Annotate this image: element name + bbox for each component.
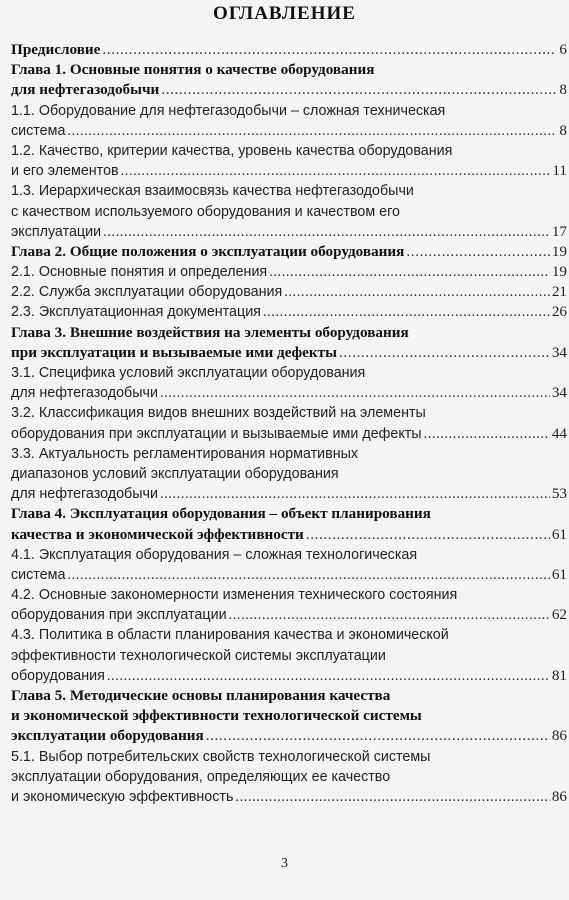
toc-entry-text: эксплуатации оборудования — [11, 727, 204, 745]
toc-entry-text: и его элементов — [11, 163, 119, 180]
toc-section-entry[interactable] — [11, 585, 567, 625]
toc-entry-text: эксплуатации — [11, 223, 102, 240]
page-title: ОГЛАВЛЕНИЕ — [213, 3, 356, 24]
dot-leader — [107, 666, 550, 686]
toc-entry-last-line — [11, 80, 567, 100]
toc-entry-last-line — [11, 726, 567, 746]
toc-entry-last-line — [11, 222, 567, 242]
toc-page-number: 86 — [551, 787, 567, 805]
toc-entry-text: 4.3. Политика в области планирования качества и экономической — [11, 627, 449, 644]
dot-leader — [103, 222, 550, 242]
toc-entry-text: оборудования при эксплуатации и вызываемые ими дефекты — [11, 425, 422, 442]
toc-entry-last-line — [11, 302, 567, 322]
toc-chapter-entry[interactable] — [11, 504, 567, 544]
toc-page-number: 11 — [552, 162, 567, 180]
toc-chapter-entry[interactable] — [11, 242, 567, 262]
toc-entry-last-line — [11, 666, 567, 686]
toc-section-entry[interactable] — [11, 747, 567, 808]
toc-page-number: 19 — [551, 242, 567, 260]
dot-leader — [229, 605, 550, 625]
page-number: 3 — [281, 856, 288, 871]
dot-leader — [160, 383, 550, 403]
toc-page-number: 26 — [551, 303, 567, 321]
toc-section-entry[interactable] — [11, 545, 567, 585]
toc-entry-text: 2.1. Основные понятия и определения — [11, 264, 268, 281]
toc-entry-last-line — [11, 787, 567, 807]
toc-page-number: 6 — [559, 41, 567, 58]
dot-leader — [67, 565, 549, 585]
dot-leader — [161, 80, 556, 100]
dot-leader — [406, 242, 549, 262]
toc-page-number: 44 — [551, 424, 567, 442]
toc-entry-text: 4.1. Эксплуатация оборудования – сложная технологическая — [11, 546, 418, 563]
toc-entry-text: оборудования — [11, 667, 105, 684]
toc-page-number: 17 — [551, 222, 567, 240]
toc-chapter-entry[interactable] — [11, 60, 567, 100]
toc-entry-last-line — [11, 605, 567, 625]
toc-entry-text: 5.1. Выбор потребительских свойств технологической системы — [11, 748, 431, 765]
toc-entry-text: 3.1. Специфика условий эксплуатации оборудования — [11, 365, 366, 381]
dot-leader — [306, 525, 550, 545]
toc-entry-text: при эксплуатации и вызываемые ими дефекты — [11, 343, 337, 361]
toc-entry-last-line — [11, 161, 567, 181]
toc-entry-last-line — [11, 383, 567, 403]
toc-entry-text: оборудования при эксплуатации — [11, 607, 227, 624]
dot-leader — [206, 726, 550, 746]
dot-leader — [235, 787, 549, 807]
toc-page-number: 21 — [551, 283, 567, 301]
toc-entry-text: 3.3. Актуальность регламентирования нормативных — [11, 445, 359, 462]
toc-page-number: 86 — [551, 727, 567, 745]
toc-entry-last-line — [11, 262, 567, 282]
toc-section-entry[interactable] — [11, 302, 567, 322]
dot-leader — [102, 40, 556, 60]
toc-section-entry[interactable] — [11, 181, 567, 242]
toc-entry-text: эксплуатации оборудования, определяющих ее качество — [11, 768, 391, 785]
toc-entry-text: 3.2. Классификация видов внешних воздействий на элементы — [11, 405, 426, 422]
toc-entry-text: с качеством используемого оборудования и качеством его — [11, 203, 400, 220]
toc-section-entry[interactable] — [11, 625, 567, 686]
toc-entry-text: качества и экономической эффективности — [11, 525, 304, 543]
toc-entry-text: 4.2. Основные закономерности изменения технического состояния — [11, 587, 458, 604]
toc-entry-text: Глава 3. Внешние воздействия на элементы оборудования — [11, 323, 409, 341]
dot-leader — [263, 302, 550, 322]
toc-section-entry[interactable] — [11, 444, 567, 505]
dot-leader — [424, 424, 550, 444]
toc-page-number: 61 — [551, 565, 567, 583]
toc-entry-text: Предисловие — [11, 41, 101, 58]
toc-page-number: 53 — [551, 485, 567, 503]
toc-entry-text: Глава 1. Основные понятия о качестве оборудования — [11, 61, 375, 79]
toc-entry-text: 2.3. Эксплуатационная документация — [11, 304, 261, 321]
dot-leader — [339, 343, 550, 363]
toc-page-number: 62 — [551, 606, 567, 624]
dot-leader — [269, 262, 550, 282]
toc-section-entry[interactable] — [11, 282, 567, 302]
dot-leader — [67, 121, 556, 141]
toc-chapter-entry[interactable] — [11, 686, 567, 747]
toc-entry-text: эффективности технологической системы эксплуатации — [11, 647, 386, 664]
toc-page-number: 81 — [551, 666, 567, 684]
toc-page-number: 34 — [551, 384, 567, 402]
toc-entry-text: 1.2. Качество, критерии качества, уровень качества оборудования — [11, 142, 453, 159]
toc-entry-text: диапазонов условий эксплуатации оборудования — [11, 465, 339, 482]
table-of-contents — [11, 40, 567, 807]
toc-entry-text: и экономической эффективности технологической системы — [11, 707, 422, 725]
toc-entry-text: и экономическую эффективность — [11, 788, 234, 805]
toc-entry-last-line — [11, 424, 567, 444]
toc-entry-text: для нефтегазодобычи — [11, 81, 160, 99]
toc-page-number: 19 — [551, 263, 567, 281]
toc-section-entry[interactable] — [11, 403, 567, 443]
toc-entry-text: 1.3. Иерархическая взаимосвязь качества нефтегазодобычи — [11, 183, 414, 200]
toc-section-entry[interactable] — [11, 262, 567, 282]
toc-entry-text: 2.2. Служба эксплуатации оборудования — [11, 284, 283, 301]
toc-entry-text: 1.1. Оборудование для нефтегазодобычи – сложная техническая — [11, 102, 446, 119]
toc-entry-text: система — [11, 566, 66, 583]
toc-entry-text: система — [11, 122, 66, 139]
toc-section-entry[interactable] — [11, 141, 567, 181]
toc-entry-text: Глава 2. Общие положения о эксплуатации оборудования — [11, 242, 405, 260]
toc-page-number: 8 — [559, 121, 567, 139]
toc-page-number: 8 — [559, 81, 567, 99]
toc-chapter-entry[interactable] — [11, 323, 567, 363]
toc-entry-last-line — [11, 484, 567, 504]
toc-entry-text: Глава 4. Эксплуатация оборудования – объект планирования — [11, 505, 431, 523]
dot-leader — [121, 161, 551, 181]
toc-entry-last-line — [11, 242, 567, 262]
toc-entry-last-line — [11, 525, 567, 545]
toc-entry-last-line — [11, 282, 567, 302]
toc-chapter-entry[interactable] — [11, 40, 567, 60]
toc-entry-last-line — [11, 565, 567, 585]
dot-leader — [160, 484, 550, 504]
toc-entry-last-line — [11, 40, 567, 60]
toc-entry-text: для нефтегазодобычи — [11, 385, 158, 402]
toc-entry-text: для нефтегазодобычи — [11, 486, 158, 503]
toc-page-number: 61 — [551, 525, 567, 543]
toc-entry-last-line — [11, 343, 567, 363]
toc-entry-text: Глава 5. Методические основы планирования качества — [11, 687, 391, 704]
toc-section-entry[interactable] — [11, 363, 567, 403]
dot-leader — [284, 282, 550, 302]
toc-section-entry[interactable] — [11, 101, 567, 141]
toc-page-number: 34 — [551, 343, 567, 361]
toc-entry-last-line — [11, 121, 567, 141]
